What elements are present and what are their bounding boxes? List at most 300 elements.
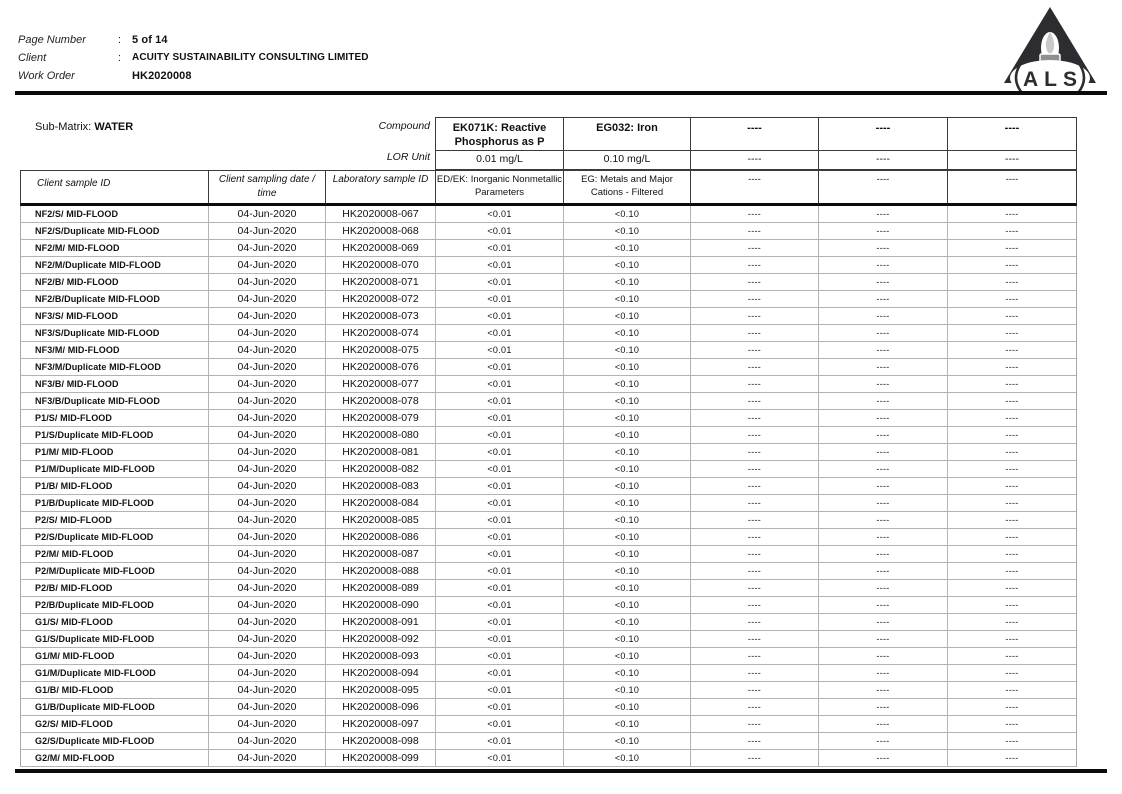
result-cell: <0.01 <box>436 750 564 767</box>
client-sample-id-cell: P2/M/Duplicate MID-FLOOD <box>21 563 209 580</box>
result-cell: ---- <box>819 325 948 342</box>
sampling-date-cell: 04-Jun-2020 <box>209 257 326 274</box>
result-cell: ---- <box>691 512 819 529</box>
client-sample-id-cell: P1/B/ MID-FLOOD <box>21 478 209 495</box>
result-cell: <0.10 <box>564 665 691 682</box>
result-cell: ---- <box>691 325 819 342</box>
lor-unit-cell: 0.01 mg/L <box>436 151 564 169</box>
result-cell: <0.01 <box>436 325 564 342</box>
lor-unit-cell: ---- <box>691 151 819 169</box>
lab-sample-id-cell: HK2020008-095 <box>326 682 436 699</box>
result-cell: ---- <box>691 308 819 325</box>
result-cell: ---- <box>819 223 948 240</box>
client-separator: : <box>118 52 122 64</box>
result-cell: <0.10 <box>564 631 691 648</box>
result-cell: ---- <box>948 614 1076 631</box>
result-cell: ---- <box>691 563 819 580</box>
result-cell: ---- <box>948 444 1076 461</box>
lab-sample-id-cell: HK2020008-088 <box>326 563 436 580</box>
client-sample-id-cell: G2/M/ MID-FLOOD <box>21 750 209 767</box>
lab-sample-id-cell: HK2020008-083 <box>326 478 436 495</box>
lab-sample-id-cell: HK2020008-080 <box>326 427 436 444</box>
result-cell: ---- <box>948 359 1076 376</box>
result-cell: <0.10 <box>564 206 691 223</box>
result-cell: <0.10 <box>564 512 691 529</box>
result-cell: <0.10 <box>564 342 691 359</box>
sampling-date-cell: 04-Jun-2020 <box>209 716 326 733</box>
result-cell: <0.10 <box>564 274 691 291</box>
client-sample-id-cell: P2/B/Duplicate MID-FLOOD <box>21 597 209 614</box>
method-group-header: ED/EK: Inorganic Nonmetallic Parameters <box>436 171 564 203</box>
sampling-date-cell: 04-Jun-2020 <box>209 427 326 444</box>
lab-sample-id-cell: HK2020008-082 <box>326 461 436 478</box>
result-cell: ---- <box>948 563 1076 580</box>
result-cell: <0.10 <box>564 648 691 665</box>
result-cell: ---- <box>819 512 948 529</box>
method-group-header: ---- <box>691 171 819 203</box>
sub-matrix-value: WATER <box>94 121 134 133</box>
result-cell: ---- <box>948 342 1076 359</box>
result-cell: <0.10 <box>564 597 691 614</box>
client-sample-id-cell: NF2/M/ MID-FLOOD <box>21 240 209 257</box>
result-cell: ---- <box>819 631 948 648</box>
result-cell: ---- <box>691 342 819 359</box>
result-cell: <0.01 <box>436 393 564 410</box>
id-column-header: Laboratory sample ID <box>326 171 436 203</box>
result-cell: ---- <box>819 529 948 546</box>
result-cell: ---- <box>948 682 1076 699</box>
lor-unit-cell: ---- <box>819 151 948 169</box>
result-cell: ---- <box>819 376 948 393</box>
client-sample-id-cell: NF2/B/ MID-FLOOD <box>21 274 209 291</box>
lab-sample-id-cell: HK2020008-093 <box>326 648 436 665</box>
result-cell: <0.01 <box>436 495 564 512</box>
sampling-date-cell: 04-Jun-2020 <box>209 665 326 682</box>
lor-unit-row-label: LOR Unit <box>386 151 430 163</box>
result-cell: ---- <box>691 546 819 563</box>
sub-matrix-label: Sub-Matrix: <box>35 121 92 133</box>
svg-text:ALS: ALS <box>1023 68 1083 91</box>
result-cell: <0.10 <box>564 223 691 240</box>
result-cell: ---- <box>819 410 948 427</box>
method-group-header: EG: Metals and Major Cations - Filtered <box>564 171 691 203</box>
lab-sample-id-cell: HK2020008-098 <box>326 733 436 750</box>
result-cell: <0.10 <box>564 257 691 274</box>
result-cell: <0.01 <box>436 444 564 461</box>
client-sample-id-cell: P1/M/Duplicate MID-FLOOD <box>21 461 209 478</box>
client-sample-id-cell: G2/S/ MID-FLOOD <box>21 716 209 733</box>
result-cell: ---- <box>948 240 1076 257</box>
result-cell: <0.10 <box>564 546 691 563</box>
result-cell: ---- <box>948 665 1076 682</box>
client-sample-id-cell: NF2/M/Duplicate MID-FLOOD <box>21 257 209 274</box>
sampling-date-cell: 04-Jun-2020 <box>209 682 326 699</box>
client-sample-id-cell: NF2/S/Duplicate MID-FLOOD <box>21 223 209 240</box>
client-value: ACUITY SUSTAINABILITY CONSULTING LIMITED <box>132 52 369 63</box>
result-cell: ---- <box>691 359 819 376</box>
result-cell: <0.10 <box>564 750 691 767</box>
lab-sample-id-cell: HK2020008-097 <box>326 716 436 733</box>
result-cell: <0.01 <box>436 716 564 733</box>
result-cell: ---- <box>948 495 1076 512</box>
client-sample-id-cell: NF2/S/ MID-FLOOD <box>21 206 209 223</box>
sampling-date-cell: 04-Jun-2020 <box>209 631 326 648</box>
result-cell: ---- <box>691 631 819 648</box>
work-order-separator <box>118 69 132 83</box>
sampling-date-cell: 04-Jun-2020 <box>209 733 326 750</box>
result-cell: ---- <box>691 580 819 597</box>
result-cell: <0.10 <box>564 461 691 478</box>
result-cell: <0.10 <box>564 376 691 393</box>
compound-row-label: Compound <box>378 120 430 132</box>
client-sample-id-cell: P2/S/ MID-FLOOD <box>21 512 209 529</box>
result-cell: ---- <box>948 512 1076 529</box>
lab-sample-id-cell: HK2020008-067 <box>326 206 436 223</box>
client-sample-id-cell: P1/S/Duplicate MID-FLOOD <box>21 427 209 444</box>
result-cell: <0.10 <box>564 308 691 325</box>
lab-sample-id-cell: HK2020008-087 <box>326 546 436 563</box>
result-cell: <0.10 <box>564 614 691 631</box>
result-cell: ---- <box>691 665 819 682</box>
result-cell: ---- <box>819 240 948 257</box>
sampling-date-cell: 04-Jun-2020 <box>209 529 326 546</box>
result-cell: ---- <box>819 291 948 308</box>
results-table-body <box>20 206 1077 767</box>
result-cell: <0.10 <box>564 733 691 750</box>
result-cell: ---- <box>819 563 948 580</box>
lab-sample-id-cell: HK2020008-078 <box>326 393 436 410</box>
result-cell: ---- <box>819 206 948 223</box>
result-cell: <0.10 <box>564 495 691 512</box>
result-cell: <0.01 <box>436 580 564 597</box>
sampling-date-cell: 04-Jun-2020 <box>209 325 326 342</box>
lab-sample-id-cell: HK2020008-084 <box>326 495 436 512</box>
result-cell: ---- <box>691 257 819 274</box>
result-cell: ---- <box>819 461 948 478</box>
result-cell: ---- <box>948 291 1076 308</box>
result-cell: ---- <box>819 665 948 682</box>
result-cell: ---- <box>691 376 819 393</box>
id-column-header: Client sample ID <box>21 171 209 203</box>
result-cell: <0.10 <box>564 478 691 495</box>
sub-matrix <box>35 121 133 133</box>
client-sample-id-cell: G1/B/ MID-FLOOD <box>21 682 209 699</box>
result-cell: <0.01 <box>436 291 564 308</box>
lab-sample-id-cell: HK2020008-073 <box>326 308 436 325</box>
footer-rule <box>15 769 1107 773</box>
work-order-label: Work Order <box>18 70 75 82</box>
result-cell: ---- <box>948 750 1076 767</box>
lab-sample-id-cell: HK2020008-081 <box>326 444 436 461</box>
result-cell: ---- <box>691 427 819 444</box>
result-cell: <0.01 <box>436 478 564 495</box>
result-cell: ---- <box>819 699 948 716</box>
result-cell: <0.10 <box>564 682 691 699</box>
report-header-meta <box>18 33 369 83</box>
sampling-date-cell: 04-Jun-2020 <box>209 461 326 478</box>
sampling-date-cell: 04-Jun-2020 <box>209 444 326 461</box>
client-sample-id-cell: NF3/M/Duplicate MID-FLOOD <box>21 359 209 376</box>
result-cell: ---- <box>948 206 1076 223</box>
result-cell: ---- <box>948 410 1076 427</box>
client-sample-id-cell: G1/M/Duplicate MID-FLOOD <box>21 665 209 682</box>
als-logo-icon <box>998 4 1102 96</box>
client-sample-id-cell: P1/B/Duplicate MID-FLOOD <box>21 495 209 512</box>
compound-name-cell: ---- <box>948 118 1076 151</box>
result-cell: <0.01 <box>436 682 564 699</box>
result-cell: <0.01 <box>436 631 564 648</box>
client-sample-id-cell: P2/S/Duplicate MID-FLOOD <box>21 529 209 546</box>
work-order-value: HK2020008 <box>132 70 192 82</box>
lab-sample-id-cell: HK2020008-086 <box>326 529 436 546</box>
method-group-header: ---- <box>1005 174 1019 185</box>
result-cell: ---- <box>691 206 819 223</box>
lor-unit-cell: ---- <box>1005 153 1019 165</box>
client-sample-id-cell: G1/S/ MID-FLOOD <box>21 614 209 631</box>
compound-name-cell: EG032: Iron <box>564 118 691 151</box>
result-cell: ---- <box>819 444 948 461</box>
lab-sample-id-cell: HK2020008-079 <box>326 410 436 427</box>
result-cell: <0.01 <box>436 699 564 716</box>
sampling-date-cell: 04-Jun-2020 <box>209 495 326 512</box>
result-cell: ---- <box>691 478 819 495</box>
header-rule <box>15 91 1107 95</box>
sampling-date-cell: 04-Jun-2020 <box>209 376 326 393</box>
client-sample-id-cell: NF2/B/Duplicate MID-FLOOD <box>21 291 209 308</box>
result-cell: <0.01 <box>436 733 564 750</box>
client-sample-id-cell: NF3/S/Duplicate MID-FLOOD <box>21 325 209 342</box>
sampling-date-cell: 04-Jun-2020 <box>209 614 326 631</box>
result-cell: <0.01 <box>436 308 564 325</box>
lab-sample-id-cell: HK2020008-092 <box>326 631 436 648</box>
sampling-date-cell: 04-Jun-2020 <box>209 580 326 597</box>
result-cell: ---- <box>948 461 1076 478</box>
result-cell: ---- <box>691 750 819 767</box>
result-cell: <0.01 <box>436 206 564 223</box>
page-number-value: 5 of 14 <box>132 34 168 46</box>
lab-sample-id-cell: HK2020008-072 <box>326 291 436 308</box>
result-cell: ---- <box>691 733 819 750</box>
result-cell: <0.10 <box>564 580 691 597</box>
result-cell: <0.01 <box>436 427 564 444</box>
result-cell: ---- <box>691 648 819 665</box>
result-cell: ---- <box>691 682 819 699</box>
result-cell: ---- <box>948 325 1076 342</box>
lab-sample-id-cell: HK2020008-096 <box>326 699 436 716</box>
result-cell: ---- <box>948 223 1076 240</box>
result-cell: ---- <box>691 614 819 631</box>
result-cell: ---- <box>819 478 948 495</box>
result-cell: <0.10 <box>564 410 691 427</box>
sampling-date-cell: 04-Jun-2020 <box>209 223 326 240</box>
lab-sample-id-cell: HK2020008-071 <box>326 274 436 291</box>
result-cell: <0.01 <box>436 342 564 359</box>
sampling-date-cell: 04-Jun-2020 <box>209 699 326 716</box>
result-cell: <0.01 <box>436 461 564 478</box>
result-cell: ---- <box>948 478 1076 495</box>
result-cell: ---- <box>691 444 819 461</box>
lab-sample-id-cell: HK2020008-085 <box>326 512 436 529</box>
result-cell: <0.01 <box>436 376 564 393</box>
result-cell: <0.01 <box>436 648 564 665</box>
result-cell: ---- <box>948 631 1076 648</box>
method-group-header: ---- <box>819 171 948 203</box>
result-cell: <0.10 <box>564 393 691 410</box>
result-cell: ---- <box>819 682 948 699</box>
lab-sample-id-cell: HK2020008-074 <box>326 325 436 342</box>
als-logo <box>998 4 1102 96</box>
client-sample-id-cell: NF3/B/Duplicate MID-FLOOD <box>21 393 209 410</box>
result-cell: ---- <box>819 716 948 733</box>
client-sample-id-cell: P1/S/ MID-FLOOD <box>21 410 209 427</box>
lab-sample-id-cell: HK2020008-091 <box>326 614 436 631</box>
result-cell: ---- <box>691 699 819 716</box>
client-sample-id-cell: NF3/B/ MID-FLOOD <box>21 376 209 393</box>
result-cell: ---- <box>948 393 1076 410</box>
client-sample-id-cell: P2/B/ MID-FLOOD <box>21 580 209 597</box>
client-sample-id-cell: P1/M/ MID-FLOOD <box>21 444 209 461</box>
sampling-date-cell: 04-Jun-2020 <box>209 563 326 580</box>
lor-unit-cell: 0.10 mg/L <box>564 151 691 169</box>
lab-sample-id-cell: HK2020008-069 <box>326 240 436 257</box>
compound-name-cell: EK071K: Reactive Phosphorus as P <box>436 118 564 151</box>
result-cell: <0.10 <box>564 563 691 580</box>
result-cell: <0.01 <box>436 529 564 546</box>
result-cell: <0.01 <box>436 597 564 614</box>
sampling-date-cell: 04-Jun-2020 <box>209 410 326 427</box>
lab-sample-id-cell: HK2020008-094 <box>326 665 436 682</box>
result-cell: <0.01 <box>436 410 564 427</box>
result-cell: ---- <box>948 427 1076 444</box>
client-sample-id-cell: NF3/S/ MID-FLOOD <box>21 308 209 325</box>
result-cell: <0.01 <box>436 563 564 580</box>
client-sample-id-cell: G1/M/ MID-FLOOD <box>21 648 209 665</box>
result-cell: ---- <box>948 597 1076 614</box>
result-cell: ---- <box>691 495 819 512</box>
result-cell: ---- <box>819 750 948 767</box>
lab-sample-id-cell: HK2020008-089 <box>326 580 436 597</box>
sampling-date-cell: 04-Jun-2020 <box>209 274 326 291</box>
lab-sample-id-cell: HK2020008-077 <box>326 376 436 393</box>
result-cell: ---- <box>948 274 1076 291</box>
result-cell: ---- <box>819 427 948 444</box>
sampling-date-cell: 04-Jun-2020 <box>209 546 326 563</box>
result-cell: <0.01 <box>436 274 564 291</box>
result-cell: <0.10 <box>564 325 691 342</box>
lab-sample-id-cell: HK2020008-068 <box>326 223 436 240</box>
client-sample-id-cell: G1/S/Duplicate MID-FLOOD <box>21 631 209 648</box>
result-cell: ---- <box>691 461 819 478</box>
client-label: Client <box>18 52 47 64</box>
result-cell: <0.10 <box>564 716 691 733</box>
result-cell: ---- <box>691 240 819 257</box>
result-cell: <0.01 <box>436 240 564 257</box>
result-cell: ---- <box>948 733 1076 750</box>
result-cell: <0.01 <box>436 546 564 563</box>
client-sample-id-cell: P2/M/ MID-FLOOD <box>21 546 209 563</box>
result-cell: ---- <box>948 648 1076 665</box>
result-cell: ---- <box>691 529 819 546</box>
result-cell: ---- <box>819 597 948 614</box>
sampling-date-cell: 04-Jun-2020 <box>209 291 326 308</box>
result-cell: ---- <box>819 393 948 410</box>
sampling-date-cell: 04-Jun-2020 <box>209 342 326 359</box>
client-sample-id-cell: NF3/M/ MID-FLOOD <box>21 342 209 359</box>
result-cell: ---- <box>691 223 819 240</box>
client-sample-id-cell: G2/S/Duplicate MID-FLOOD <box>21 733 209 750</box>
lab-sample-id-cell: HK2020008-070 <box>326 257 436 274</box>
result-cell: ---- <box>819 580 948 597</box>
sampling-date-cell: 04-Jun-2020 <box>209 648 326 665</box>
result-cell: <0.01 <box>436 665 564 682</box>
id-column-header: Client sampling date / time <box>209 171 326 203</box>
result-cell: ---- <box>691 393 819 410</box>
result-cell: <0.01 <box>436 359 564 376</box>
result-cell: <0.01 <box>436 223 564 240</box>
result-cell: ---- <box>948 257 1076 274</box>
result-cell: ---- <box>691 597 819 614</box>
result-cell: ---- <box>819 648 948 665</box>
page-number-separator: : <box>118 34 122 46</box>
result-cell: ---- <box>691 716 819 733</box>
result-cell: ---- <box>948 376 1076 393</box>
result-cell: ---- <box>948 529 1076 546</box>
result-cell: <0.10 <box>564 529 691 546</box>
sampling-date-cell: 04-Jun-2020 <box>209 597 326 614</box>
result-cell: ---- <box>948 699 1076 716</box>
result-cell: ---- <box>819 257 948 274</box>
sampling-date-cell: 04-Jun-2020 <box>209 359 326 376</box>
result-cell: ---- <box>691 410 819 427</box>
compound-name-cell: ---- <box>691 118 819 151</box>
client-sample-id-cell: G1/B/Duplicate MID-FLOOD <box>21 699 209 716</box>
lab-sample-id-cell: HK2020008-075 <box>326 342 436 359</box>
result-cell: ---- <box>948 580 1076 597</box>
result-cell: ---- <box>691 291 819 308</box>
result-cell: ---- <box>819 342 948 359</box>
compound-name-cell: ---- <box>819 118 948 151</box>
sampling-date-cell: 04-Jun-2020 <box>209 750 326 767</box>
lab-sample-id-cell: HK2020008-099 <box>326 750 436 767</box>
result-cell: ---- <box>819 308 948 325</box>
result-cell: ---- <box>819 614 948 631</box>
result-cell: ---- <box>948 546 1076 563</box>
result-cell: <0.10 <box>564 240 691 257</box>
result-cell: <0.10 <box>564 427 691 444</box>
result-cell: <0.10 <box>564 699 691 716</box>
result-cell: ---- <box>691 274 819 291</box>
result-cell: <0.01 <box>436 257 564 274</box>
page-number-label: Page Number <box>18 34 86 46</box>
sampling-date-cell: 04-Jun-2020 <box>209 206 326 223</box>
result-cell: ---- <box>819 274 948 291</box>
result-cell: <0.01 <box>436 512 564 529</box>
sampling-date-cell: 04-Jun-2020 <box>209 308 326 325</box>
lab-sample-id-cell: HK2020008-076 <box>326 359 436 376</box>
sampling-date-cell: 04-Jun-2020 <box>209 393 326 410</box>
column-header-row <box>20 170 1077 206</box>
result-cell: ---- <box>819 546 948 563</box>
sampling-date-cell: 04-Jun-2020 <box>209 478 326 495</box>
result-cell: <0.10 <box>564 444 691 461</box>
result-cell: ---- <box>948 716 1076 733</box>
compound-header-table <box>435 117 1077 170</box>
sampling-date-cell: 04-Jun-2020 <box>209 240 326 257</box>
result-cell: <0.10 <box>564 359 691 376</box>
result-cell: ---- <box>819 495 948 512</box>
lab-sample-id-cell: HK2020008-090 <box>326 597 436 614</box>
result-cell: <0.01 <box>436 614 564 631</box>
